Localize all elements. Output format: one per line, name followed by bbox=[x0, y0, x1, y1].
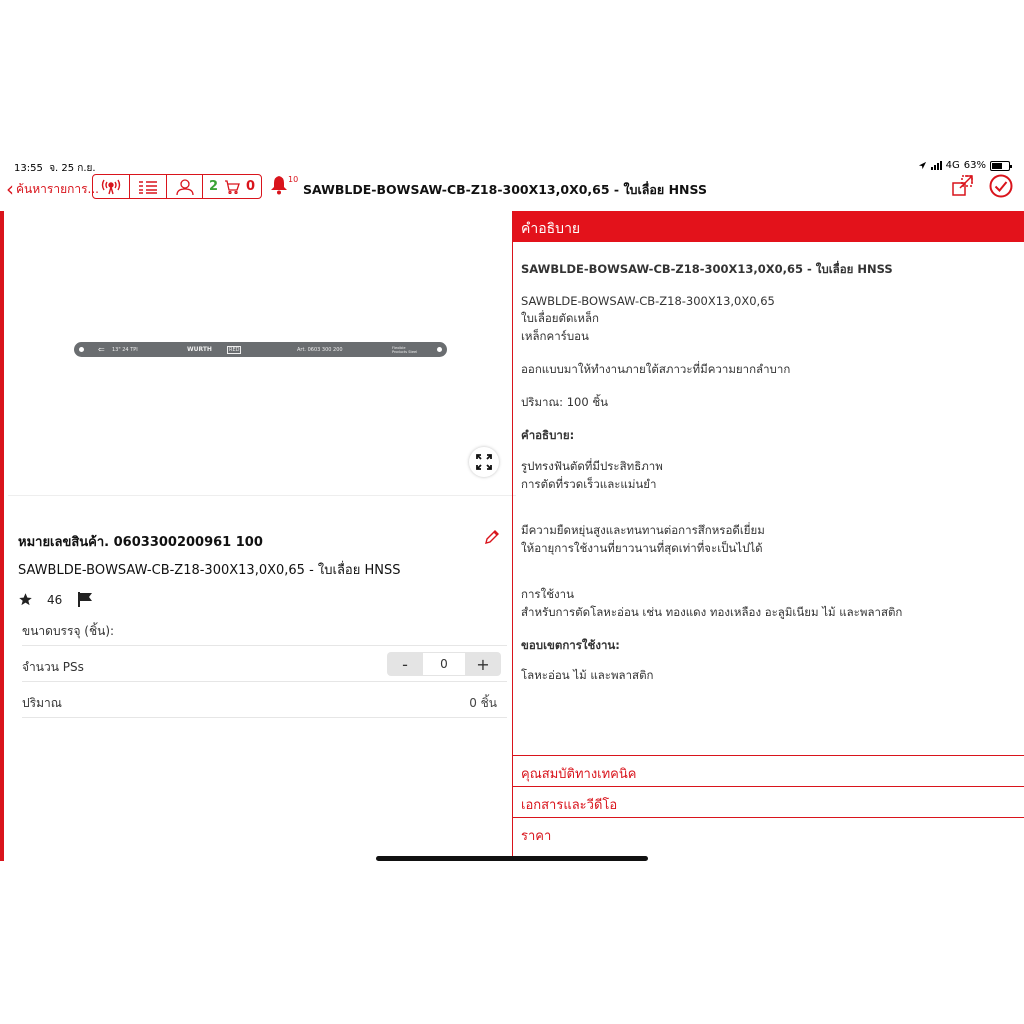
page-title: SAWBLDE-BOWSAW-CB-Z18-300X13,0X0,65 - ใบเลื่อย HNSS bbox=[303, 182, 707, 197]
tab-documents-videos[interactable]: เอกสารและวีดีโอ bbox=[513, 786, 1024, 817]
expand-image-button[interactable] bbox=[469, 447, 499, 477]
status-time: 13:55 จ. 25 ก.ย. bbox=[14, 163, 96, 174]
tool-group bbox=[92, 174, 262, 199]
blade-hole bbox=[79, 347, 84, 352]
network-label: 4G bbox=[945, 160, 960, 171]
open-external-icon bbox=[952, 174, 974, 196]
status-indicators bbox=[918, 160, 1010, 171]
tab-technical-specs[interactable]: คุณสมบัติทางเทคนิค bbox=[513, 755, 1024, 786]
list-button[interactable] bbox=[130, 175, 167, 198]
quantity-input[interactable]: 0 bbox=[423, 652, 465, 676]
description-line: การใช้งาน bbox=[521, 587, 574, 601]
pack-size-label: ขนาดบรรจุ (ชิ้น): bbox=[22, 624, 115, 638]
cart-icon bbox=[224, 180, 240, 194]
quantity-stepper bbox=[387, 652, 501, 676]
product-image-area bbox=[8, 211, 516, 496]
cart-button[interactable] bbox=[203, 175, 261, 198]
product-name: SAWBLDE-BOWSAW-CB-Z18-300X13,0X0,65 - ใบเลื่อย HNSS bbox=[18, 563, 401, 578]
flag-icon[interactable] bbox=[78, 592, 94, 607]
notification-count: 10 bbox=[288, 175, 299, 184]
signal-icon bbox=[931, 161, 942, 170]
description-line: ปริมาณ: 100 ชิ้น bbox=[521, 395, 608, 409]
back-label: ค้นหารายการ... bbox=[16, 181, 99, 196]
bell-icon bbox=[270, 175, 288, 195]
description-subheading: คำอธิบาย: bbox=[521, 428, 575, 442]
confirm-button[interactable] bbox=[989, 174, 1013, 202]
blade-hole bbox=[437, 347, 442, 352]
description-header[interactable]: คำอธิบาย bbox=[513, 211, 1024, 242]
expand-icon bbox=[476, 454, 492, 470]
battery-icon bbox=[990, 161, 1010, 171]
quantity-label: ปริมาณ bbox=[22, 696, 62, 710]
blade-spec: 13" 24 TPI bbox=[112, 346, 138, 353]
description-line: รูปทรงฟันตัดที่มีประสิทธิภาพ bbox=[521, 459, 663, 473]
notification-button[interactable] bbox=[270, 175, 288, 199]
user-icon bbox=[175, 178, 195, 196]
rating bbox=[18, 592, 94, 607]
description-line: ออกแบบมาให้ทำงานภายใต้สภาวะที่มีความยากลำบาก bbox=[521, 362, 791, 376]
product-panel bbox=[0, 211, 512, 861]
quantity-row bbox=[22, 682, 507, 718]
pss-label: จำนวน PSs bbox=[22, 660, 84, 674]
broadcast-button[interactable] bbox=[93, 175, 130, 198]
pss-row bbox=[22, 646, 507, 682]
description-line: SAWBLDE-BOWSAW-CB-Z18-300X13,0X0,65 bbox=[521, 294, 775, 308]
decrement-button[interactable]: - bbox=[387, 652, 423, 676]
blade-note: Flexible Products Steel bbox=[392, 345, 418, 354]
user-button[interactable] bbox=[167, 175, 203, 198]
article-number: หมายเลขสินค้า. 0603300200961 100 bbox=[18, 535, 263, 550]
broadcast-icon bbox=[98, 179, 124, 195]
app-screen bbox=[0, 155, 1024, 861]
cart-green-count: 2 bbox=[208, 179, 218, 194]
home-indicator[interactable] bbox=[376, 856, 648, 861]
blade-badge: RED bbox=[229, 346, 240, 353]
description-line: ใบเลื่อยตัดเหล็ก bbox=[521, 311, 599, 325]
description-line: โลหะอ่อน ไม้ และพลาสติก bbox=[521, 668, 654, 682]
location-icon bbox=[918, 161, 927, 170]
blade-art: Art. 0603 300 200 bbox=[297, 346, 343, 353]
chevron-left-icon: ‹ bbox=[6, 177, 14, 201]
description-panel bbox=[512, 211, 1024, 861]
description-line: สำหรับการตัดโลหะอ่อน เช่น ทองแดง ทองเหลือง อะลูมิเนียม ไม้ และพลาสติก bbox=[521, 605, 903, 619]
quantity-value: 0 ชิ้น bbox=[469, 696, 497, 710]
arrow-left-icon: ⇐ bbox=[98, 345, 105, 354]
rating-count: 46 bbox=[47, 592, 63, 607]
check-circle-icon bbox=[989, 174, 1013, 198]
pack-size-row bbox=[22, 610, 507, 646]
battery-label: 63% bbox=[963, 160, 986, 171]
tab-price[interactable]: ราคา bbox=[513, 817, 1024, 848]
description-line: การตัดที่รวดเร็วและแม่นยำ bbox=[521, 477, 657, 491]
description-line: เหล็กคาร์บอน bbox=[521, 329, 589, 343]
pencil-icon bbox=[484, 529, 500, 545]
description-line: มีความยืดหยุ่นสูงและทนทานต่อการสึกหรอดีเยี่ยม bbox=[521, 523, 765, 537]
open-external-button[interactable] bbox=[952, 174, 974, 200]
cart-count: 0 bbox=[246, 179, 256, 194]
product-image[interactable] bbox=[74, 342, 447, 357]
back-button[interactable] bbox=[6, 179, 99, 199]
increment-button[interactable]: + bbox=[465, 652, 501, 676]
description-title: SAWBLDE-BOWSAW-CB-Z18-300X13,0X0,65 - ใบเลื่อย HNSS bbox=[521, 262, 893, 276]
star-icon[interactable] bbox=[18, 592, 33, 607]
blade-brand: WURTH bbox=[187, 346, 212, 353]
list-icon bbox=[137, 179, 159, 195]
description-line: ให้อายุการใช้งานที่ยาวนานที่สุดเท่าที่จะเป็นไปได้ bbox=[521, 541, 763, 555]
edit-button[interactable] bbox=[484, 529, 500, 549]
description-subheading: ขอบเขตการใช้งาน: bbox=[521, 638, 620, 652]
